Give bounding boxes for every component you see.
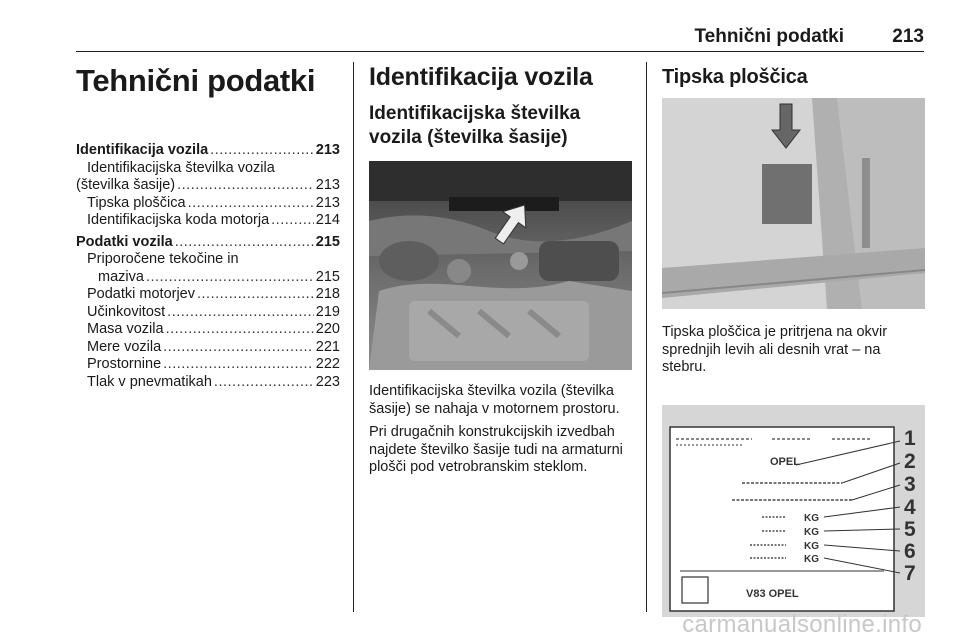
table-of-contents: [76, 142, 340, 391]
toc-entry[interactable]: Tlak v pnevmatikah ..... 223: [76, 374, 340, 392]
callout-number: 7: [904, 561, 916, 585]
callout-number: 3: [904, 472, 916, 496]
plate-brand-text: OPEL: [770, 455, 800, 468]
running-header: [76, 26, 924, 52]
callout-number: 2: [904, 449, 916, 473]
subsection-title: Identifikacijska številka vozila (številka šasije): [369, 103, 581, 148]
column-divider: [353, 62, 354, 612]
toc-entry[interactable]: maziva ..... 215: [76, 269, 340, 287]
callout-number: 5: [904, 517, 916, 541]
chapter-toc-column: [76, 62, 340, 391]
vin-location-text: Identifikacijska številka vozila (številka šasije) se nahaja v motornem prostoru.: [369, 383, 620, 417]
toc-entry[interactable]: Mere vozila ..... 221: [76, 339, 340, 357]
toc-entry[interactable]: Podatki vozila ..... 215: [76, 234, 340, 252]
toc-entry[interactable]: Masa vozila ..... 220: [76, 321, 340, 339]
plate-kg-label: KG: [804, 553, 819, 565]
running-header-title: Tehnični podatki: [694, 26, 844, 47]
callout-number: 1: [904, 426, 916, 450]
plate-kg-label: KG: [804, 526, 819, 538]
column-divider: [646, 62, 647, 612]
toc-entry[interactable]: Prostornine ..... 222: [76, 356, 340, 374]
door-pillar-photo: [662, 98, 925, 309]
vin-column: [369, 62, 633, 477]
section-title: Tipska ploščica: [662, 66, 808, 88]
type-plate-diagram: [662, 405, 925, 617]
toc-entry[interactable]: Podatki motorjev ..... 218: [76, 286, 340, 304]
toc-entry-line[interactable]: Priporočene tekočine in: [87, 251, 239, 267]
toc-entry[interactable]: Identifikacijska koda motorja ..... 214: [76, 212, 340, 230]
toc-entry[interactable]: Učinkovitost ..... 219: [76, 304, 340, 322]
watermark: carmanualsonline.info: [682, 611, 922, 638]
type-plate-column: [662, 62, 926, 617]
section-title: Identifikacija vozila: [369, 63, 593, 91]
toc-entry-line[interactable]: Identifikacijska številka vozila: [87, 159, 275, 176]
chapter-title: Tehnični podatki: [76, 63, 316, 98]
engine-bay-photo: [369, 161, 632, 370]
callout-number: 4: [904, 495, 916, 519]
toc-entry[interactable]: Identifikacija vozila ..... 213: [76, 142, 340, 160]
callout-number: 6: [904, 539, 916, 563]
toc-entry[interactable]: (številka šasije) ..... 213: [76, 177, 340, 195]
vin-alt-location-text: Pri drugačnih konstrukcijskih izvedbah najdete številko šasije tudi na armaturni plošči pod vetrobranskim steklom.: [369, 424, 623, 475]
type-plate-location-text: Tipska ploščica je pritrjena na okvir sprednjih levih ali desnih vrat – na stebru.: [662, 324, 888, 375]
plate-kg-label: KG: [804, 512, 819, 524]
plate-footer-text: V83 OPEL: [746, 587, 799, 600]
toc-entry[interactable]: Tipska ploščica ..... 213: [76, 195, 340, 213]
page-number: 213: [892, 26, 924, 47]
plate-kg-label: KG: [804, 540, 819, 552]
